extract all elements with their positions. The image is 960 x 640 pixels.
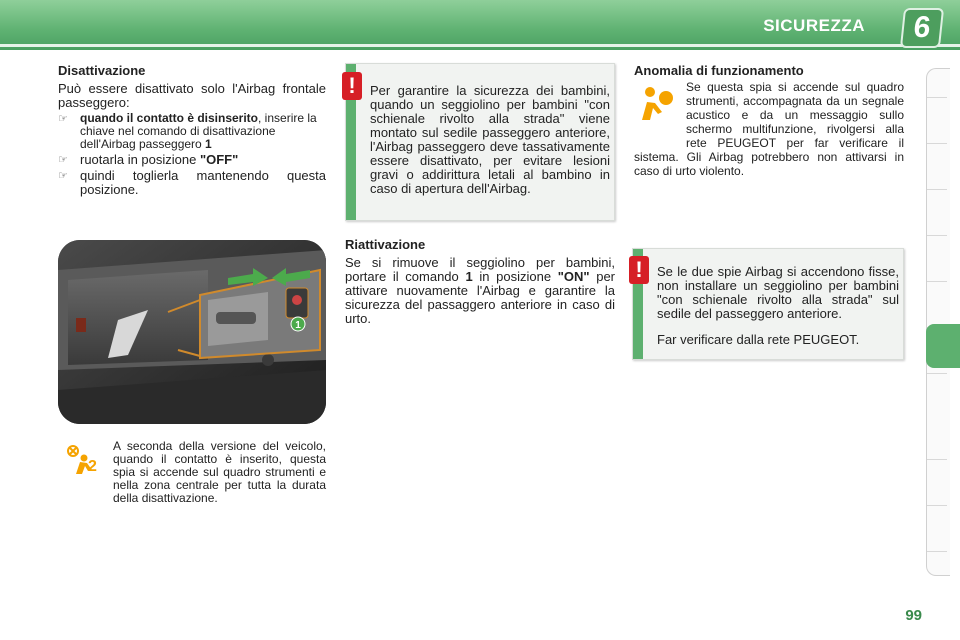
pointing-hand-icon: ☞ xyxy=(58,113,68,125)
list-item xyxy=(58,169,326,197)
bullet-ref: 1 xyxy=(205,137,212,151)
tab-divider xyxy=(927,505,947,506)
tab-divider xyxy=(927,235,947,236)
malfunction-text: Se questa spia si accende sul quadro strumenti, accompagnata da un segnale acustico e da un messaggio sullo schermo multifunzione, rivolgersi alla rete PEUGEOT per far verificare il sistema. Gli Airbag potrebbero non attivarsi in caso di urto violento. xyxy=(634,80,904,178)
reactivation-ref: 1 xyxy=(465,269,473,284)
deactivation-lamp-note: A seconda della versione del veicolo, quando il contatto è inserito, questa spia si accende sul quadro strumenti e nella zona centrale per tutta la durata della disattivazione. xyxy=(113,439,326,505)
reactivation-section xyxy=(345,238,615,326)
warning-exclamation-icon: ! xyxy=(629,256,649,284)
tab-divider xyxy=(927,189,947,190)
warning-text: Se le due spie Airbag si accendono fisse, non installare un seggiolino per bambini "con schienale rivolto alla strada" sul sedile del passeggero anteriore. xyxy=(657,264,899,321)
bullet-bold-text: quando il contatto è disinserito xyxy=(80,111,259,125)
warning-exclamation-icon: ! xyxy=(342,72,362,100)
reactivation-text: in posizione xyxy=(472,269,558,284)
section-title: SICUREZZA xyxy=(763,16,865,35)
airbag-icon-number: 2 xyxy=(88,458,97,475)
reactivation-on-label: "ON" xyxy=(557,269,590,284)
warning-text: Far verificare dalla rete PEUGEOT. xyxy=(657,332,860,347)
deactivation-intro: Può essere disattivato solo l'Airbag frontale passeggero: xyxy=(58,81,326,110)
bullet-text: , inserire la chiave nel comando di disattivazione dell'Airbag passeggero xyxy=(80,111,317,151)
tab-divider xyxy=(927,143,947,144)
pointing-hand-icon: ☞ xyxy=(58,170,68,182)
bullet-text: quindi toglierla mantenendo questa posizione. xyxy=(80,168,326,197)
photo-callout-1: 1 xyxy=(295,320,301,331)
warning-text: Per garantire la sicurezza dei bambini, quando un seggiolino per bambini "con schienale rivolto alla strada" viene montato sul sedile passeggero anteriore, l'Airbag passeggero deve tassativamente essere disattivato, per evitare lesioni gravi o addirittura letali al bambino in caso di apertura dell'Airbag. xyxy=(370,83,610,196)
bullet-bold-text: "OFF" xyxy=(199,152,239,167)
icon-spacer xyxy=(634,80,686,140)
tab-divider xyxy=(927,97,947,98)
airbag-lamps-warning-box xyxy=(632,248,904,360)
reactivation-text: Se si rimuove il seggiolino per bambini, portare il comando xyxy=(345,255,615,284)
page-number: 99 xyxy=(905,607,922,624)
bullet-text: ruotarla in posizione xyxy=(80,152,200,167)
deactivation-heading: Disattivazione xyxy=(58,63,146,78)
photo-illustration xyxy=(58,240,326,424)
tab-divider xyxy=(927,459,947,460)
reactivation-text: per attivare nuovamente l'Airbag e garantire la sicurezza del passaggero anteriore in caso di urto. xyxy=(345,269,615,326)
list-item xyxy=(58,112,326,151)
tab-divider xyxy=(927,551,947,552)
chapter-tab-strip xyxy=(926,68,950,576)
tab-divider xyxy=(927,373,947,374)
list-item xyxy=(58,153,326,167)
malfunction-heading: Anomalia di funzionamento xyxy=(634,63,804,78)
glovebox-airbag-switch-photo xyxy=(58,240,326,424)
malfunction-text-wrap xyxy=(634,80,904,178)
deactivation-section xyxy=(58,64,326,197)
chapter-tab-active[interactable] xyxy=(926,324,960,368)
tab-divider xyxy=(927,281,947,282)
reactivation-heading: Riattivazione xyxy=(345,237,426,252)
child-seat-warning-box xyxy=(345,63,615,221)
header-divider xyxy=(0,44,960,47)
chapter-badge: 6 xyxy=(900,8,944,48)
pointing-hand-icon: ☞ xyxy=(58,154,68,166)
